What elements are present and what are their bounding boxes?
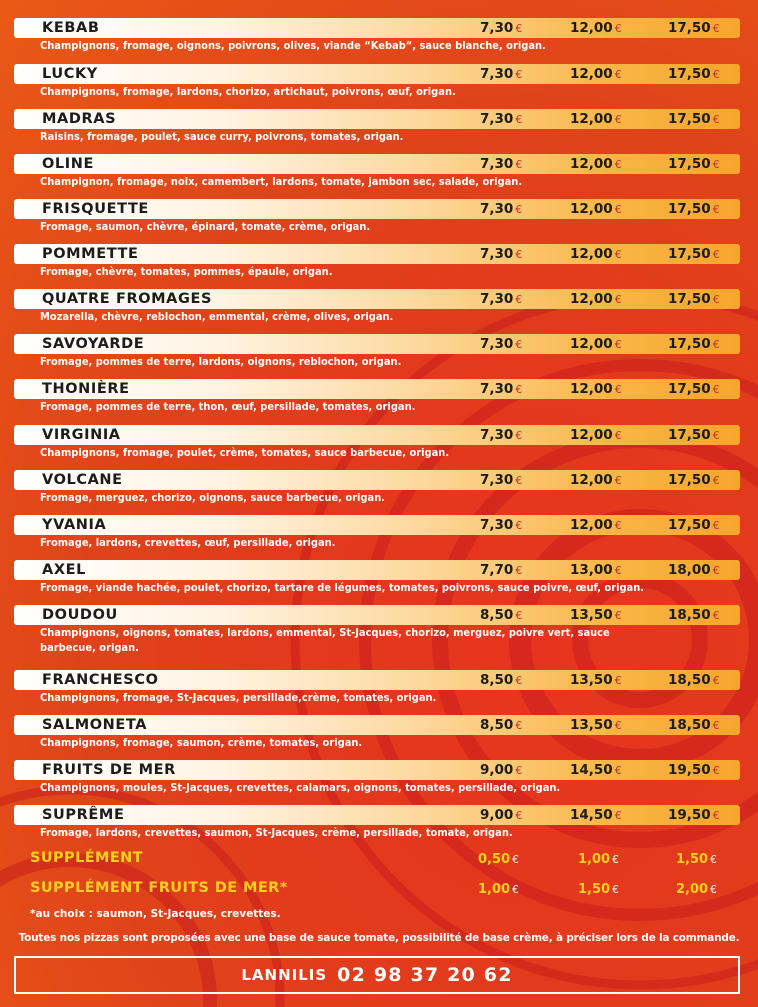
euro-sign: € — [614, 519, 622, 532]
pizza-price-size-3 — [668, 805, 720, 826]
pizza-price-size-1 — [480, 560, 522, 581]
pizza-price-size-2 — [570, 289, 622, 310]
pizza-ingredients: Champignons, oignons, tomates, lardons, emmental, St-Jacques, chorizo, merguez, poivre vert, sauce barbecue, origan. — [40, 626, 610, 654]
pizza-name: VOLCANE — [42, 472, 123, 488]
pizza-name: SUPRÊME — [42, 807, 125, 823]
pizza-bar — [14, 470, 740, 490]
pizza-price-size-2 — [570, 244, 622, 265]
pizza-bar — [14, 379, 740, 399]
pizza-name: DOUDOU — [42, 607, 118, 623]
euro-sign: € — [712, 338, 720, 351]
supplement-price-size-3 — [676, 852, 717, 867]
euro-sign: € — [515, 674, 523, 687]
euro-sign: € — [712, 22, 720, 35]
price-value: 12,00 — [570, 517, 613, 533]
euro-sign: € — [515, 293, 523, 306]
euro-sign: € — [614, 564, 622, 577]
pizza-bar — [14, 425, 740, 445]
price-value: 2,00 — [676, 882, 709, 897]
pizza-bar — [14, 244, 740, 264]
euro-sign: € — [515, 158, 523, 171]
price-value: 17,50 — [668, 381, 711, 397]
pizza-bar — [14, 715, 740, 735]
supplement-label: SUPPLÉMENT — [30, 850, 143, 866]
euro-sign: € — [712, 429, 720, 442]
pizza-price-size-1 — [480, 334, 522, 355]
pizza-row — [14, 334, 740, 368]
pizza-name: KEBAB — [42, 20, 100, 36]
pizza-price-size-1 — [480, 289, 522, 310]
pizza-bar — [14, 560, 740, 580]
euro-sign: € — [614, 22, 622, 35]
euro-sign: € — [515, 719, 523, 732]
euro-sign: € — [710, 884, 717, 896]
euro-sign: € — [712, 764, 720, 777]
pizza-price-size-2 — [570, 470, 622, 491]
supplement-price-size-1 — [478, 852, 519, 867]
euro-sign: € — [515, 809, 523, 822]
price-value: 17,50 — [668, 111, 711, 127]
euro-sign: € — [712, 609, 720, 622]
euro-sign: € — [515, 474, 523, 487]
pizza-price-size-2 — [570, 109, 622, 130]
sauce-base-footnote: Toutes nos pizzas sont proposées avec une base de sauce tomate, possibilité de base crème, à préciser lors de la commande. — [18, 932, 740, 944]
pizza-price-size-3 — [668, 379, 720, 400]
price-value: 18,50 — [668, 717, 711, 733]
euro-sign: € — [712, 519, 720, 532]
price-value: 17,50 — [668, 517, 711, 533]
price-value: 17,50 — [668, 66, 711, 82]
euro-sign: € — [515, 113, 523, 126]
supplement-note: *au choix : saumon, St-Jacques, crevettes. — [30, 908, 281, 920]
pizza-price-size-3 — [668, 289, 720, 310]
price-value: 13,50 — [570, 607, 613, 623]
pizza-row — [14, 515, 740, 549]
pizza-bar — [14, 605, 740, 625]
price-value: 17,50 — [668, 156, 711, 172]
euro-sign: € — [712, 158, 720, 171]
pizza-price-size-3 — [668, 244, 720, 265]
pizza-price-size-1 — [480, 760, 522, 781]
price-value: 17,50 — [668, 246, 711, 262]
pizza-price-size-3 — [668, 425, 720, 446]
euro-sign: € — [515, 519, 523, 532]
pizza-price-size-2 — [570, 605, 622, 626]
pizza-price-size-2 — [570, 64, 622, 85]
euro-sign: € — [712, 383, 720, 396]
pizza-bar — [14, 109, 740, 129]
pizza-price-size-3 — [668, 334, 720, 355]
price-value: 7,30 — [480, 427, 514, 443]
price-value: 7,30 — [480, 381, 514, 397]
price-value: 18,50 — [668, 672, 711, 688]
pizza-ingredients: Fromage, merguez, chorizo, oignons, sauce barbecue, origan. — [40, 491, 385, 504]
euro-sign: € — [712, 719, 720, 732]
euro-sign: € — [515, 248, 523, 261]
pizza-name: QUATRE FROMAGES — [42, 291, 213, 307]
pizza-ingredients: Fromage, lardons, crevettes, saumon, St-Jacques, crème, persillade, tomate, origan. — [40, 826, 513, 839]
euro-sign: € — [712, 474, 720, 487]
pizza-name: VIRGINIA — [42, 427, 121, 443]
pizza-name: LUCKY — [42, 66, 98, 82]
pizza-price-size-1 — [480, 425, 522, 446]
price-value: 9,00 — [480, 807, 514, 823]
pizza-row — [14, 244, 740, 278]
price-value: 12,00 — [570, 472, 613, 488]
price-value: 1,50 — [676, 852, 709, 867]
pizza-name: FRANCHESCO — [42, 672, 159, 688]
price-value: 7,30 — [480, 201, 514, 217]
euro-sign: € — [614, 113, 622, 126]
supplement-label: SUPPLÉMENT FRUITS DE MER* — [30, 880, 288, 896]
pizza-ingredients: Fromage, pommes de terre, lardons, oignons, reblochon, origan. — [40, 355, 402, 368]
euro-sign: € — [614, 474, 622, 487]
pizza-row — [14, 289, 740, 323]
price-value: 7,30 — [480, 517, 514, 533]
pizza-ingredients: Champignon, fromage, noix, camembert, lardons, tomate, jambon sec, salade, origan. — [40, 175, 523, 188]
supplement-price-size-3 — [676, 882, 717, 897]
price-value: 18,50 — [668, 607, 711, 623]
contact-phone[interactable]: 02 98 37 20 62 — [337, 964, 513, 986]
pizza-row — [14, 560, 740, 594]
pizza-price-size-1 — [480, 379, 522, 400]
price-value: 12,00 — [570, 336, 613, 352]
pizza-price-size-1 — [480, 64, 522, 85]
pizza-price-size-2 — [570, 805, 622, 826]
price-value: 17,50 — [668, 20, 711, 36]
pizza-price-size-2 — [570, 425, 622, 446]
pizza-ingredients: Fromage, chèvre, tomates, pommes, épaule, origan. — [40, 265, 333, 278]
pizza-name: MADRAS — [42, 111, 117, 127]
price-value: 7,30 — [480, 20, 514, 36]
price-value: 8,50 — [480, 607, 514, 623]
pizza-price-size-1 — [480, 244, 522, 265]
euro-sign: € — [712, 113, 720, 126]
pizza-name: YVANIA — [42, 517, 107, 533]
price-value: 12,00 — [570, 291, 613, 307]
pizza-price-size-2 — [570, 199, 622, 220]
euro-sign: € — [710, 854, 717, 866]
pizza-ingredients: Champignons, moules, St-Jacques, crevettes, calamars, oignons, tomates, persillade, origan. — [40, 781, 561, 794]
pizza-price-size-2 — [570, 18, 622, 39]
euro-sign: € — [614, 383, 622, 396]
pizza-price-size-3 — [668, 64, 720, 85]
euro-sign: € — [515, 429, 523, 442]
euro-sign: € — [614, 203, 622, 216]
euro-sign: € — [712, 809, 720, 822]
pizza-bar — [14, 334, 740, 354]
price-value: 7,30 — [480, 472, 514, 488]
contact-bar — [14, 956, 740, 994]
euro-sign: € — [512, 884, 519, 896]
pizza-price-size-3 — [668, 154, 720, 175]
pizza-ingredients: Fromage, lardons, crevettes, œuf, persillade, origan. — [40, 536, 336, 549]
euro-sign: € — [712, 564, 720, 577]
price-value: 0,50 — [478, 852, 511, 867]
pizza-price-size-1 — [480, 199, 522, 220]
supplement-price-size-2 — [578, 882, 619, 897]
pizza-ingredients: Champignons, fromage, poulet, crème, tomates, sauce barbecue, origan. — [40, 446, 450, 459]
price-value: 8,50 — [480, 717, 514, 733]
supplement-price-size-2 — [578, 852, 619, 867]
pizza-price-size-2 — [570, 379, 622, 400]
pizza-price-size-1 — [480, 670, 522, 691]
price-value: 14,50 — [570, 762, 613, 778]
pizza-ingredients: Fromage, pommes de terre, thon, œuf, persillade, tomates, origan. — [40, 400, 416, 413]
euro-sign: € — [712, 203, 720, 216]
pizza-price-size-1 — [480, 154, 522, 175]
pizza-price-size-2 — [570, 715, 622, 736]
pizza-name: THONIÈRE — [42, 381, 130, 397]
euro-sign: € — [512, 854, 519, 866]
price-value: 14,50 — [570, 807, 613, 823]
price-value: 1,00 — [478, 882, 511, 897]
pizza-row — [14, 154, 740, 188]
pizza-row — [14, 425, 740, 459]
euro-sign: € — [515, 609, 523, 622]
price-value: 1,50 — [578, 882, 611, 897]
price-value: 8,50 — [480, 672, 514, 688]
euro-sign: € — [614, 719, 622, 732]
euro-sign: € — [612, 854, 619, 866]
pizza-price-size-3 — [668, 760, 720, 781]
euro-sign: € — [614, 338, 622, 351]
euro-sign: € — [614, 609, 622, 622]
pizza-name: POMMETTE — [42, 246, 139, 262]
pizza-name: OLINE — [42, 156, 95, 172]
price-value: 17,50 — [668, 201, 711, 217]
euro-sign: € — [515, 203, 523, 216]
euro-sign: € — [614, 674, 622, 687]
euro-sign: € — [614, 68, 622, 81]
pizza-price-size-2 — [570, 515, 622, 536]
price-value: 7,30 — [480, 66, 514, 82]
pizza-bar — [14, 760, 740, 780]
euro-sign: € — [614, 764, 622, 777]
pizza-row — [14, 64, 740, 98]
pizza-price-size-2 — [570, 670, 622, 691]
pizza-row — [14, 805, 740, 839]
supplement-price-size-1 — [478, 882, 519, 897]
price-value: 17,50 — [668, 472, 711, 488]
price-value: 13,50 — [570, 672, 613, 688]
price-value: 12,00 — [570, 246, 613, 262]
pizza-bar — [14, 515, 740, 535]
pizza-price-size-2 — [570, 760, 622, 781]
euro-sign: € — [712, 248, 720, 261]
price-value: 12,00 — [570, 201, 613, 217]
euro-sign: € — [712, 68, 720, 81]
price-value: 18,00 — [668, 562, 711, 578]
pizza-price-size-2 — [570, 154, 622, 175]
price-value: 12,00 — [570, 111, 613, 127]
pizza-price-size-3 — [668, 715, 720, 736]
euro-sign: € — [515, 383, 523, 396]
pizza-price-size-2 — [570, 334, 622, 355]
pizza-bar — [14, 289, 740, 309]
pizza-price-size-1 — [480, 18, 522, 39]
pizza-price-size-3 — [668, 560, 720, 581]
pizza-price-size-3 — [668, 515, 720, 536]
euro-sign: € — [515, 338, 523, 351]
price-value: 9,00 — [480, 762, 514, 778]
pizza-bar — [14, 154, 740, 174]
pizza-price-size-3 — [668, 18, 720, 39]
price-value: 17,50 — [668, 336, 711, 352]
pizza-ingredients: Raisins, fromage, poulet, sauce curry, poivrons, tomates, origan. — [40, 130, 404, 143]
pizza-price-size-1 — [480, 470, 522, 491]
price-value: 7,30 — [480, 111, 514, 127]
price-value: 12,00 — [570, 427, 613, 443]
pizza-name: FRUITS DE MER — [42, 762, 176, 778]
pizza-row — [14, 715, 740, 749]
pizza-price-size-3 — [668, 470, 720, 491]
price-value: 7,30 — [480, 336, 514, 352]
euro-sign: € — [712, 674, 720, 687]
pizza-price-size-3 — [668, 109, 720, 130]
price-value: 7,30 — [480, 246, 514, 262]
price-value: 17,50 — [668, 291, 711, 307]
supplement-row — [30, 880, 730, 902]
price-value: 1,00 — [578, 852, 611, 867]
euro-sign: € — [614, 429, 622, 442]
pizza-row — [14, 470, 740, 504]
pizza-ingredients: Fromage, viande hachée, poulet, chorizo, tartare de légumes, tomates, poivrons, sauce poivre, œuf, origan. — [40, 581, 645, 594]
price-value: 7,30 — [480, 156, 514, 172]
price-value: 7,30 — [480, 291, 514, 307]
pizza-ingredients: Mozarella, chèvre, reblochon, emmental, crème, olives, origan. — [40, 310, 394, 323]
euro-sign: € — [614, 158, 622, 171]
pizza-row — [14, 379, 740, 413]
pizza-bar — [14, 199, 740, 219]
price-value: 12,00 — [570, 381, 613, 397]
pizza-ingredients: Champignons, fromage, oignons, poivrons, olives, viande “Kebab“, sauce blanche, origan. — [40, 39, 546, 52]
pizza-price-size-1 — [480, 605, 522, 626]
pizza-row — [14, 109, 740, 143]
pizza-bar — [14, 64, 740, 84]
euro-sign: € — [612, 884, 619, 896]
pizza-bar — [14, 805, 740, 825]
price-value: 13,00 — [570, 562, 613, 578]
pizza-price-size-2 — [570, 560, 622, 581]
pizza-bar — [14, 670, 740, 690]
pizza-price-size-1 — [480, 805, 522, 826]
pizza-ingredients: Champignons, fromage, St-Jacques, persillade,crème, tomates, origan. — [40, 691, 437, 704]
contact-city: LANNILIS — [241, 966, 328, 984]
pizza-price-size-1 — [480, 515, 522, 536]
pizza-row — [14, 760, 740, 794]
pizza-price-size-1 — [480, 715, 522, 736]
pizza-row — [14, 605, 740, 654]
price-value: 13,50 — [570, 717, 613, 733]
supplement-row — [30, 850, 730, 872]
pizza-name: AXEL — [42, 562, 86, 578]
pizza-row — [14, 18, 740, 52]
pizza-price-size-3 — [668, 199, 720, 220]
euro-sign: € — [614, 248, 622, 261]
pizza-row — [14, 199, 740, 233]
pizza-price-size-1 — [480, 109, 522, 130]
pizza-name: FRISQUETTE — [42, 201, 149, 217]
euro-sign: € — [515, 22, 523, 35]
pizza-name: SALMONETA — [42, 717, 148, 733]
price-value: 12,00 — [570, 66, 613, 82]
price-value: 7,70 — [480, 562, 514, 578]
pizza-name: SAVOYARDE — [42, 336, 145, 352]
pizza-ingredients: Fromage, saumon, chèvre, épinard, tomate, crème, origan. — [40, 220, 371, 233]
euro-sign: € — [712, 293, 720, 306]
price-value: 12,00 — [570, 20, 613, 36]
pizza-price-size-3 — [668, 670, 720, 691]
euro-sign: € — [515, 564, 523, 577]
pizza-bar — [14, 18, 740, 38]
euro-sign: € — [614, 809, 622, 822]
price-value: 12,00 — [570, 156, 613, 172]
pizza-price-size-3 — [668, 605, 720, 626]
price-value: 19,50 — [668, 762, 711, 778]
pizza-ingredients: Champignons, fromage, saumon, crème, tomates, origan. — [40, 736, 363, 749]
pizza-ingredients: Champignons, fromage, lardons, chorizo, artichaut, poivrons, œuf, origan. — [40, 85, 456, 98]
pizza-row — [14, 670, 740, 704]
euro-sign: € — [515, 68, 523, 81]
price-value: 17,50 — [668, 427, 711, 443]
euro-sign: € — [614, 293, 622, 306]
price-value: 19,50 — [668, 807, 711, 823]
euro-sign: € — [515, 764, 523, 777]
